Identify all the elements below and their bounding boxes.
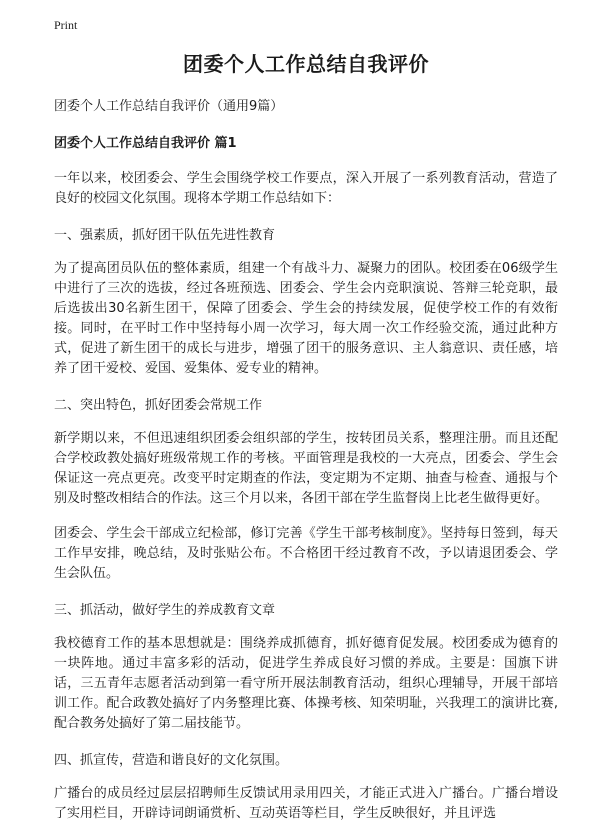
heading-3: 三、抓活动，做好学生的养成教育文章 [54, 603, 276, 618]
heading-2: 二、突出特色，抓好团委会常规工作 [54, 398, 263, 413]
document-body [54, 48, 558, 839]
document-subtitle: 团委个人工作总结自我评价（通用9篇） [54, 99, 284, 114]
heading-1: 一、强素质，抓好团干队伍先进性教育 [54, 228, 276, 243]
paragraph-1: 为了提高团员队伍的整体素质，组建一个有战斗力、凝聚力的团队。校团委在06级学生中进行了三次的选拔，经过各班预选、团委会、学生会内竞职演说、答辩三轮竞职，最后选拔出30名新生团干，保障了团委会、学生会的持续发展，促使学校工作的有效衔接。同时，在平时工作中坚持每小周一次学习，每大周一次工作经验交流，通过此种方式，促进了新生团干的成长与进步，增强了团干的服务意识、主人翁意识、责任感，培养了团干爱校、爱国、爱集体、爱专业的精神。 [54, 261, 558, 376]
page-title: 团委个人工作总结自我评价 [183, 52, 429, 76]
paragraph-4: 我校德育工作的基本思想就是：围绕养成抓德育，抓好德育促发展。校团委成为德育的一块阵地。通过丰富多彩的活动，促进学生养成良好习惯的养成。主要是：国旗下讲话，三五青年志愿者活动到第一看守所开展法制教育活动，组织心理辅导，开展干部培训工作。配合政教处搞好了内务整理比赛、体操考核、知荣明耻，兴我理工的演讲比赛,配合教务处搞好了第二届技能节。 [54, 636, 558, 731]
paragraph-5: 广播台的成员经过层层招聘师生反馈试用录用四关，才能正式进入广播台。广播台增设了实用栏目，开辟诗词朗诵赏析、互动英语等栏目，学生反映很好，并且评选 [54, 786, 558, 821]
paragraph-2: 新学期以来，不但迅速组织团委会组织部的学生，按转团员关系，整理注册。而且还配合学校政教处搞好班级常规工作的考核。平面管理是我校的一大亮点，团委会、学生会保证这一亮点更亮。改变平时定期查的作法，变定期为不定期、抽查与检查、通报与个别及时整改相结合的作法。这三个月以来，各团干部在学生监督岗上比老生做得更好。 [54, 431, 558, 506]
heading-4: 四、抓宣传，营造和谐良好的文化氛围。 [54, 753, 289, 768]
paragraph-3: 团委会、学生会干部成立纪检部，修订完善《学生干部考核制度》。坚持每日签到，每天工作早安排，晚总结，及时张贴公布。不合格团干经过教育不改，予以请退团委会、学生会队伍。 [54, 526, 558, 581]
section-heading: 团委个人工作总结自我评价 篇1 [54, 136, 237, 151]
print-label: Print [54, 18, 78, 32]
intro-paragraph: 一年以来，校团委会、学生会围绕学校工作要点，深入开展了一系列教育活动，营造了良好的校园文化氛围。现将本学期工作总结如下： [54, 171, 558, 206]
